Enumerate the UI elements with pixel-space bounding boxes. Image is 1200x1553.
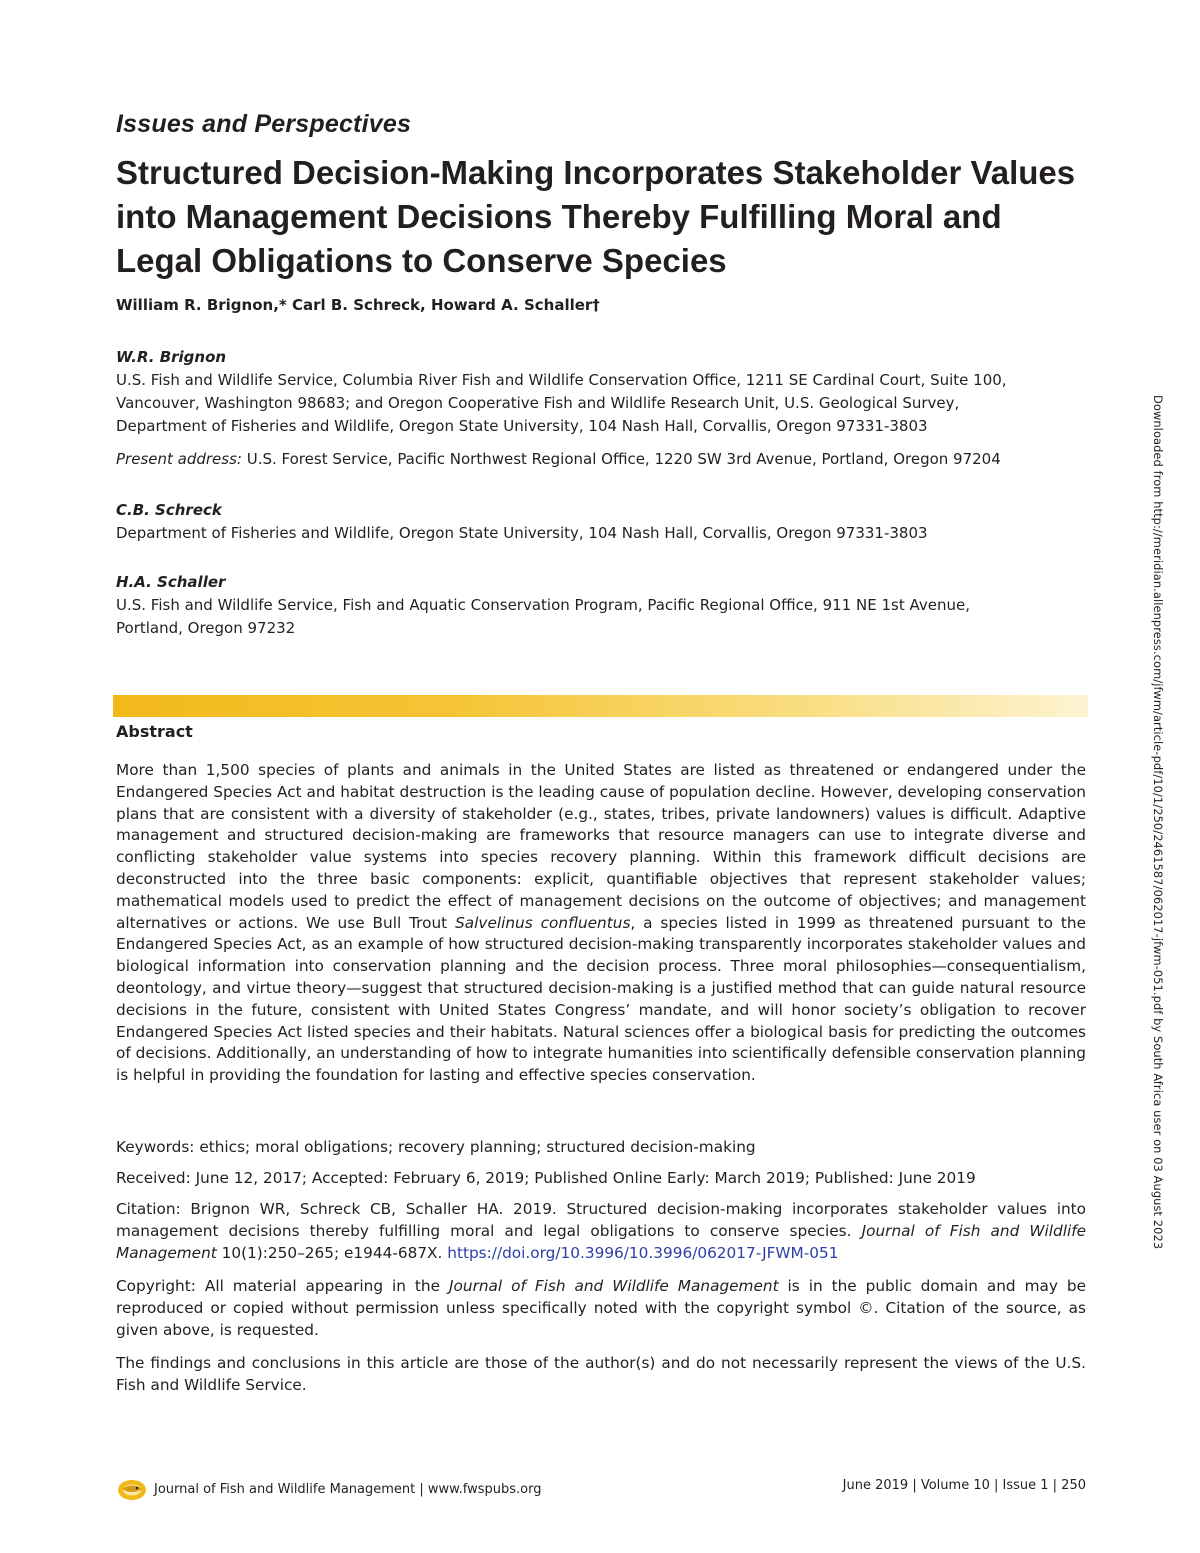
present-address-text: U.S. Forest Service, Pacific Northwest Regional Office, 1220 SW 3rd Avenue, Portland, Oregon 97204 [241, 450, 1001, 468]
affiliation-schaller [116, 570, 1091, 640]
author-list: William R. Brignon,* Carl B. Schreck, Howard A. Schaller† [116, 296, 600, 314]
present-address-label: Present address: [116, 450, 242, 468]
present-address [116, 450, 1116, 468]
affiliation-line: U.S. Fish and Wildlife Service, Columbia River Fish and Wildlife Conservation Office, 1211 SE Cardinal Court, Suite 100, [116, 371, 1007, 389]
copyright-journal: Journal of Fish and Wildlife Management [449, 1277, 779, 1295]
doi-link[interactable]: https://doi.org/10.3996/10.3996/062017-JFWM-051 [447, 1243, 839, 1262]
keywords: Keywords: ethics; moral obligations; recovery planning; structured decision-making [116, 1138, 756, 1156]
journal-logo-icon [116, 1476, 148, 1502]
abstract-text: , a species listed in 1999 as threatened pursuant to the Endangered Species Act, as an example of how structured decision-making transparently incorporates stakeholder values and biological information into conservation planning and the decision process. Three moral philosophies—consequentialism, deontology, and virtue theory—suggest that structured decision-making is a justified method that can guide natural resource decisions in the future, consistent with United States Congress’ mandate, and will honor society’s obligation to recover Endangered Species Act listed species and their habitats. Natural sciences offer a biological basis for predicting the outcomes of decisions. Additionally, an understanding of how to integrate humanities into scientifically defensible conservation planning is helpful in providing the foundation for lasting and effective species conservation. [116, 913, 1086, 1085]
footer-journal-text: Journal of Fish and Wildlife Management | www.fwspubs.org [154, 1481, 542, 1497]
affiliation-line: Portland, Oregon 97232 [116, 619, 296, 637]
species-name: Salvelinus confluentus [455, 913, 631, 932]
affiliation-schreck [116, 498, 1091, 545]
article-title: Structured Decision-Making Incorporates Stakeholder Values into Management Decisions Thereby Fulfilling Moral and Legal Obligations to Conserve Species [116, 154, 1076, 279]
citation-volume: 10(1):250–265; e1944-687X. [216, 1243, 448, 1262]
affiliation-line: Department of Fisheries and Wildlife, Oregon State University, 104 Nash Hall, Corvallis, Oregon 97331-3803 [116, 524, 928, 542]
affiliation-line: Vancouver, Washington 98683; and Oregon Cooperative Fish and Wildlife Research Unit, U.S. Geological Survey, [116, 394, 960, 412]
download-watermark-text: Downloaded from http://meridian.allenpress.com/jfwm/article-pdf/10/1/250/2461587/062017-jfwm-051.pdf by South Africa user on 03 August 2023 [1151, 395, 1165, 1250]
received-dates: Received: June 12, 2017; Accepted: February 6, 2019; Published Online Early: March 2019; Published: June 2019 [116, 1169, 976, 1187]
abstract-heading: Abstract [116, 722, 193, 741]
abstract-text: More than 1,500 species of plants and animals in the United States are listed as threatened or endangered under the Endangered Species Act and habitat destruction is the leading cause of population decline. However, developing conservation plans that are consistent with a diversity of stakeholder (e.g., states, tribes, private landowners) values is difficult. Adaptive management and structured decision-making are frameworks that resource managers can use to integrate diverse and conflicting stakeholder value systems into species recovery planning. Within this framework difficult decisions are deconstructed into the three basic components: explicit, quantifiable objectives that represent stakeholder values; mathematical models used to predict the effect of management decisions on the outcome of objectives; and management alternatives or actions. We use Bull Trout [116, 761, 1086, 932]
affiliation-line: Department of Fisheries and Wildlife, Oregon State University, 104 Nash Hall, Corvallis, Oregon 97331-3803 [116, 417, 928, 435]
copyright-text: is in the public domain and may be reproduced or copied without permission unless specifically noted with the copyright symbol ©. Citation of the source, as given above, is requested. [116, 1277, 1086, 1339]
citation-text: Citation: Brignon WR, Schreck CB, Schaller HA. 2019. Structured decision-making incorporates stakeholder values into management decisions thereby fulfilling moral and legal obligations to conserve species. [116, 1200, 1086, 1240]
affiliation-name: W.R. Brignon [116, 348, 227, 366]
footer-left [116, 1476, 541, 1502]
affiliation-name: C.B. Schreck [116, 501, 222, 519]
citation-journal: Journal of Fish and Wildlife Management [116, 1221, 1086, 1262]
footer-issue-info: June 2019 | Volume 10 | Issue 1 | 250 [842, 1478, 1086, 1493]
disclaimer: The findings and conclusions in this article are those of the author(s) and do not necessarily represent the views of the U.S. Fish and Wildlife Service. [116, 1354, 1086, 1394]
section-label: Issues and Perspectives [116, 110, 412, 138]
copyright [116, 1276, 1086, 1341]
affiliation-name: H.A. Schaller [116, 573, 226, 591]
affiliation-line: U.S. Fish and Wildlife Service, Fish and Aquatic Conservation Program, Pacific Regional Office, 911 NE 1st Avenue, [116, 596, 970, 614]
download-watermark [1147, 395, 1167, 1250]
citation [116, 1199, 1086, 1264]
copyright-text: Copyright: All material appearing in the [116, 1277, 449, 1295]
abstract-body [116, 760, 1086, 1087]
affiliation-brignon [116, 345, 1091, 438]
abstract-accent-bar [113, 695, 1088, 717]
